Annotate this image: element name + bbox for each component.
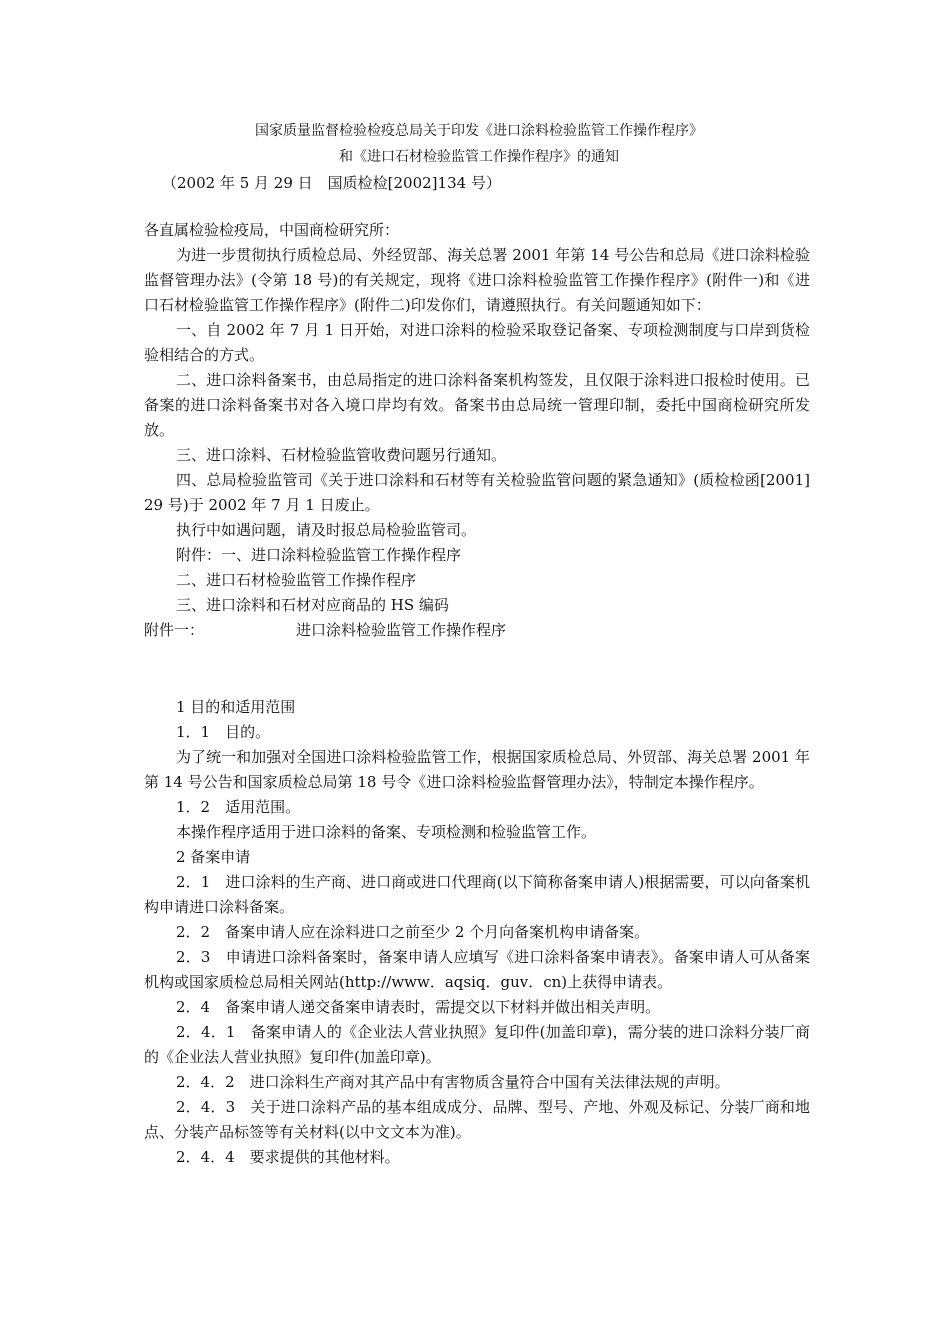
document-title-line-1: 国家质量监督检验检疫总局关于印发《进口涂料检验监管工作操作程序》 bbox=[255, 123, 703, 139]
section-2-4-4: 2．4．4 要求提供的其他材料。 bbox=[176, 1148, 400, 1166]
section-1-2-heading: 1．2 适用范围。 bbox=[176, 798, 301, 816]
document-dateline: （2002 年 5 月 29 日 国质检检[2002]134 号） bbox=[162, 174, 501, 192]
attachment-list-item-2: 二、进口石材检验监管工作操作程序 bbox=[176, 571, 417, 589]
notice-item-2: 二、进口涂料备案书，由总局指定的进口涂料备案机构签发，且仅限于涂料进口报检时使用。已备案的进口涂料备案书对各入境口岸均有效。备案书由总局统一管理印制，委托中国商检研究所发放。 bbox=[144, 371, 810, 439]
section-1-heading: 1 目的和适用范围 bbox=[176, 698, 296, 716]
section-spacer bbox=[144, 643, 810, 695]
section-2-4-1: 2．4．1 备案申请人的《企业法人营业执照》复印件(加盖印章)，需分装的进口涂料分装厂商的《企业法人营业执照》复印件(加盖印章)。 bbox=[144, 1023, 810, 1066]
notice-item-3: 三、进口涂料、石材检验监管收费问题另行通知。 bbox=[176, 446, 507, 464]
attachment-one-label: 附件一： bbox=[144, 621, 205, 639]
section-2-1: 2．1 进口涂料的生产商、进口商或进口代理商(以下简称备案申请人)根据需要，可以向备案机构申请进口涂料备案。 bbox=[144, 873, 810, 916]
closing-paragraph: 执行中如遇问题，请及时报总局检验监管司。 bbox=[176, 521, 477, 539]
section-1-2-text: 本操作程序适用于进口涂料的备案、专项检测和检验监管工作。 bbox=[176, 823, 597, 841]
section-1-1-heading: 1．1 目的。 bbox=[176, 723, 271, 741]
salutation: 各直属检验检疫局，中国商检研究所： bbox=[144, 221, 400, 239]
section-2-4-3: 2．4．3 关于进口涂料产品的基本组成成分、品牌、型号、产地、外观及标记、分装厂商和地点、分装产品标签等有关材料(以中文文本为准)。 bbox=[144, 1098, 810, 1141]
intro-paragraph: 为进一步贯彻执行质检总局、外经贸部、海关总署 2001 年第 14 号公告和总局《进口涂料检验监督管理办法》(令第 18 号)的有关规定，现将《进口涂料检验监管工作操作程序》(附件一)和《进口石材检验监管工作操作程序》(附件二)印发你们，请遵照执行。有关问题通知如下： bbox=[144, 246, 810, 314]
section-2-heading: 2 备案申请 bbox=[176, 848, 251, 866]
document-title-line-2: 和《进口石材检验监管工作操作程序》的通知 bbox=[339, 149, 619, 165]
attachment-one-heading bbox=[144, 618, 810, 643]
section-1-1-text: 为了统一和加强对全国进口涂料检验监管工作，根据国家质检总局、外贸部、海关总署 2001 年第 14 号公告和国家质检总局第 18 号令《进口涂料检验监督管理办法》，特制定本操作程序。 bbox=[144, 748, 810, 791]
notice-item-1: 一、自 2002 年 7 月 1 日开始，对进口涂料的检验采取登记备案、专项检测制度与口岸到货检验相结合的方式。 bbox=[144, 321, 810, 364]
section-2-4-2: 2．4．2 进口涂料生产商对其产品中有害物质含量符合中国有关法律法规的声明。 bbox=[176, 1073, 730, 1091]
attachment-list-item-1: 附件：一、进口涂料检验监管工作操作程序 bbox=[176, 546, 462, 564]
section-2-3: 2．3 申请进口涂料备案时，备案申请人应填写《进口涂料备案申请表》。备案申请人可从备案机构或国家质检总局相关网站(http://www．aqsiq．guv．cn)上获得申请表。 bbox=[144, 948, 810, 991]
document-page bbox=[144, 118, 810, 1170]
attachment-list-item-3: 三、进口涂料和石材对应商品的 HS 编码 bbox=[176, 596, 449, 614]
attachment-one-title: 进口涂料检验监管工作操作程序 bbox=[296, 621, 507, 639]
section-2-4: 2．4 备案申请人递交备案申请表时，需提交以下材料并做出相关声明。 bbox=[176, 998, 661, 1016]
notice-item-4: 四、总局检验监管司《关于进口涂料和石材等有关检验监管问题的紧急通知》(质检检函[2001]29 号)于 2002 年 7 月 1 日废止。 bbox=[144, 471, 810, 514]
section-2-2: 2．2 备案申请人应在涂料进口之前至少 2 个月向备案机构申请备案。 bbox=[176, 923, 650, 941]
